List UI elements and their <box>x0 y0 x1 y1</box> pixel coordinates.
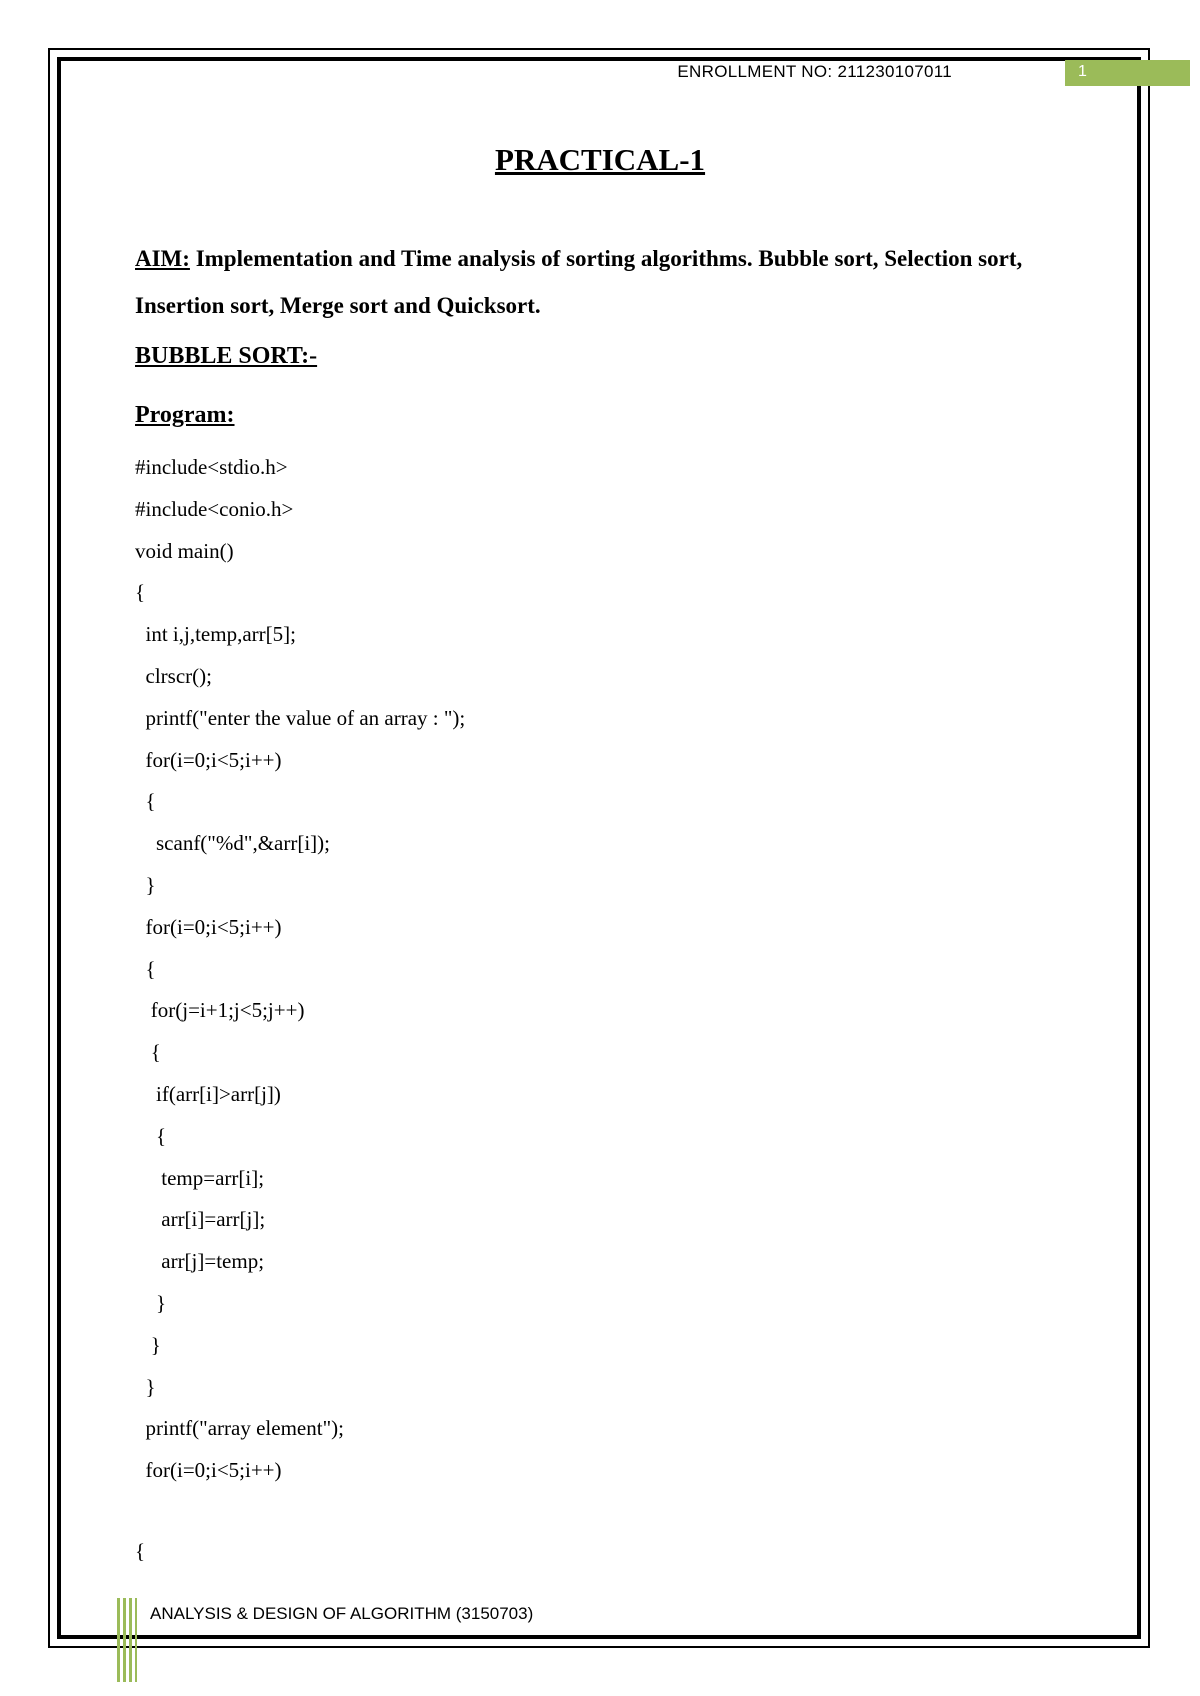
page-number: 1 <box>1078 63 1087 80</box>
section-heading: BUBBLE SORT:- <box>135 343 318 369</box>
aim-text: Implementation and Time analysis of sorting algorithms. Bubble sort, Selection sort, Insertion sort, Merge sort and Quicksort. <box>135 246 1023 318</box>
program-heading: Program: <box>135 402 235 428</box>
code-block-continued: { <box>135 1539 146 1563</box>
enrollment-number: ENROLLMENT NO: 211230107011 <box>677 62 952 81</box>
aim-paragraph <box>135 235 1095 329</box>
footer-accent-bars <box>117 1598 137 1682</box>
code-block: #include<stdio.h> #include<conio.h> void main() { int i,j,temp,arr[5]; clrscr(); printf("enter the value of an array : "); for(i=0;i<5;i++) { scanf("%d",&arr[i]); } for(i=0;i<5;i++) { for(j=i+1;j<5;j++) { if(arr[i]>arr[j]) { temp=arr[i]; arr[i]=arr[j]; arr[j]=temp; } } } printf("array element"); for(i=0;i<5;i++) <box>135 455 466 1483</box>
page-title: PRACTICAL-1 <box>494 142 706 177</box>
aim-label: AIM: <box>135 246 190 271</box>
page-header <box>600 60 1200 86</box>
footer-subject: ANALYSIS & DESIGN OF ALGORITHM (3150703) <box>150 1604 534 1623</box>
